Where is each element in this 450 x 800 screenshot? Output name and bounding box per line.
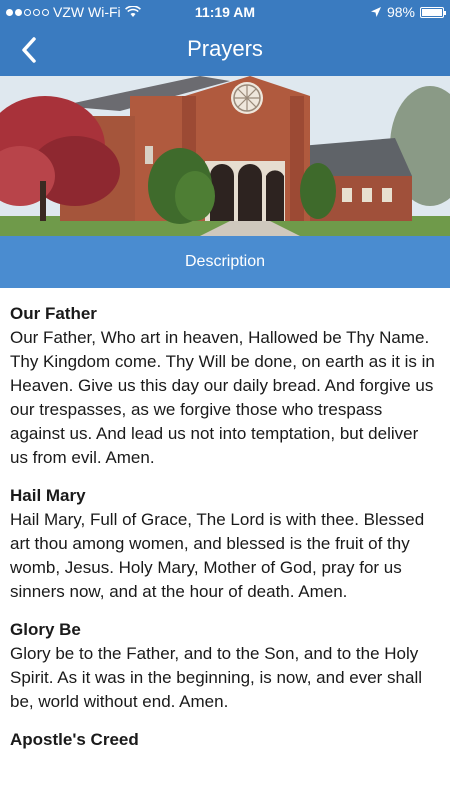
- prayer-title: Our Father: [10, 304, 97, 323]
- nav-bar: [0, 24, 450, 76]
- prayer-hail-mary: [10, 484, 440, 604]
- prayer-our-father: [10, 302, 440, 470]
- battery-percent: 98%: [386, 4, 415, 20]
- battery-icon: [420, 7, 444, 18]
- battery-fill: [422, 9, 442, 16]
- prayer-text: Hail Mary, Full of Grace, The Lord is with thee. Blessed art thou among women, and blessed is the fruit of thy womb, Jesus. Holy Mary, Mother of God, pray for us sinners now, and at the hour of death. Amen.: [10, 510, 425, 601]
- carrier-label: VZW Wi-Fi: [53, 4, 121, 20]
- status-right: [370, 4, 444, 20]
- prayer-title: Hail Mary: [10, 486, 86, 505]
- prayer-title: Apostle's Creed: [10, 730, 139, 749]
- prayer-list: [10, 302, 440, 766]
- prayer-text: Our Father, Who art in heaven, Hallowed be Thy Name. Thy Kingdom come. Thy Will be done, on earth as it is in Heaven. Give us this day our daily bread. And forgive us our trespasses, as we forgive those who trespass against us. And lead us not into temptation, but deliver us from evil. Amen.: [10, 328, 435, 467]
- prayer-apostles-creed: [10, 728, 440, 752]
- prayer-title: Glory Be: [10, 620, 81, 639]
- church-photo: [0, 76, 450, 236]
- status-time: 11:19 AM: [194, 4, 256, 20]
- location-arrow-icon: [370, 6, 382, 18]
- tab-description[interactable]: Description: [0, 236, 450, 288]
- prayer-text: Glory be to the Father, and to the Son, and to the Holy Spirit. As it was in the beginning, is now, and ever shall be, world without end. Amen.: [10, 644, 423, 711]
- status-bar: [0, 0, 450, 24]
- page-title: Prayers: [187, 36, 263, 61]
- prayer-glory-be: [10, 618, 440, 714]
